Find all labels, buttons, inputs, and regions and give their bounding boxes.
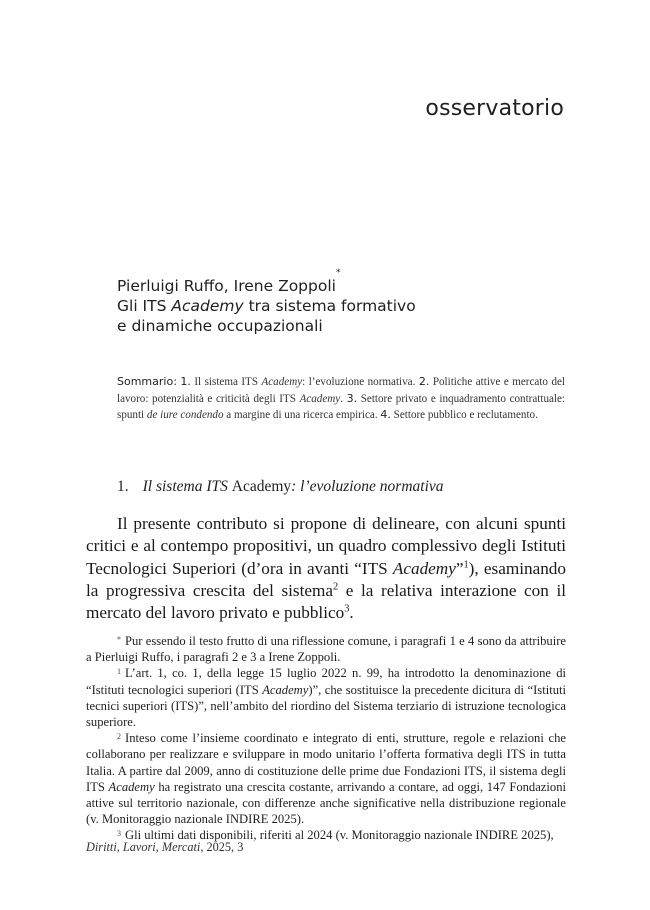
section-heading-1: [117, 478, 565, 496]
summary-box: [117, 374, 565, 424]
body-c: ), esaminando la progressiva crescita del sistema: [86, 558, 566, 600]
footnote-star-text: Pur essendo il testo frutto di una riflessione comune, i paragrafi 1 e 4 sono da attribuire a Pierluigi Ruffo, i paragrafi 2 e 3 a Irene Zoppoli.: [86, 634, 566, 665]
footnote-2: [86, 730, 566, 827]
footnote-ref-3[interactable]: 3: [344, 603, 350, 615]
summary-1-b: : l’evoluzione normativa.: [302, 376, 419, 388]
footnote-star-mark: *: [117, 635, 121, 644]
summary-4-a: Settore pubblico e reclutamento.: [390, 409, 538, 421]
footnote-2-mark: 2: [117, 732, 121, 742]
body-paragraph: [86, 513, 566, 624]
running-footer: [86, 840, 243, 855]
footnote-star: [86, 633, 566, 665]
body-e: .: [349, 603, 354, 623]
summary-3-a: Settore privato e inquadramento contrattuale: spunti: [117, 392, 566, 421]
body-b: ”: [455, 558, 464, 578]
authors-footnote-mark: *: [335, 268, 341, 278]
heading-part-c: : l’evoluzione normativa: [291, 478, 444, 495]
footnote-2-italic: Academy: [108, 779, 155, 794]
title-italic: Academy: [171, 297, 244, 315]
summary-lead: Sommario:: [117, 375, 177, 388]
article-title-line-2: e dinamiche occupazionali: [117, 317, 323, 335]
summary-2-b: .: [340, 392, 347, 405]
body-italic: Academy: [392, 558, 456, 578]
title-prefix: Gli ITS: [117, 297, 172, 315]
heading-part-a: Il sistema ITS: [142, 478, 232, 495]
footnote-ref-2[interactable]: 2: [333, 581, 339, 593]
footnote-1-a: L’art. 1, co. 1, della legge 15 luglio 2022 n. 99, ha introdotto la denominazione di “Istituti tecnologici superiori (ITS: [86, 666, 566, 697]
footnotes: [86, 633, 566, 844]
title-suffix: tra sistema formativo: [243, 297, 416, 315]
article-heading: [117, 268, 557, 336]
summary-2-italic: Academy: [299, 392, 341, 405]
summary-2-a: Politiche attive e mercato del lavoro: potenzialità e criticità degli ITS: [117, 376, 565, 405]
footnote-1: [86, 665, 566, 730]
heading-part-b: Academy: [231, 478, 292, 495]
body-d: e la relativa interazione con il mercato del lavoro privato e pubblico: [86, 580, 566, 623]
footnote-2-b: ha registrato una crescita costante, arrivando a contare, ad oggi, 147 Fondazioni attive sul territorio nazionale, con differenze anche significative nella distribuzione regionale (v. Monitoraggio nazionale INDIRE 2025).: [86, 779, 566, 827]
summary-3-italic: de iure condendo: [146, 409, 224, 421]
authors-names: Pierluigi Ruffo, Irene Zoppoli: [117, 277, 336, 295]
footnote-1-italic: Academy: [262, 682, 309, 697]
footnote-2-a: Inteso come l’insieme coordinato e integrato di enti, strutture, regole e relazioni che collaborano per realizzare e sviluppare in modo unitario l’offerta formativa degli ITS in tutta Italia. A partire dal 2009, anno di costituzione delle prime due Fondazioni ITS, il sistema degli ITS: [86, 731, 566, 794]
footnote-1-mark: 1: [117, 667, 121, 677]
summary-1-a: Il sistema ITS: [190, 376, 262, 388]
summary-num-1: 1.: [180, 375, 191, 388]
summary-1-italic: Academy: [261, 376, 303, 388]
summary-num-4: 4.: [380, 408, 391, 421]
body-a: Il presente contributo si propone di delineare, con alcuni spunti critici e al contempo propositivi, un quadro complessivo degli Istituti Tecnologici Superiori (d’ora in avanti “ITS: [86, 514, 566, 578]
summary-num-2: 2.: [418, 375, 430, 388]
section-label: osservatorio: [425, 96, 564, 121]
summary-num-3: 3.: [346, 391, 358, 405]
journal-name: Diritti, Lavori, Mercati: [86, 840, 201, 854]
footnote-3-text: Gli ultimi dati disponibili, riferiti al 2024 (v. Monitoraggio nazionale INDIRE 2025),: [125, 828, 554, 843]
footnote-ref-1[interactable]: 1: [463, 558, 469, 570]
section-number: 1.: [117, 478, 129, 495]
journal-issue: , 2025, 3: [200, 840, 244, 854]
footnote-3-mark: 3: [117, 829, 121, 839]
article-title-line-1: [117, 296, 557, 316]
article-authors: [117, 268, 557, 296]
summary-3-b: a margine di una ricerca empirica.: [223, 409, 381, 421]
footnote-1-b: )”, che sostituisce la precedente dicitura di “Istituti tecnici superiori (ITS)”, nell’ambito del riordino del Sistema terziario di istruzione tecnologica superiore.: [86, 682, 566, 730]
